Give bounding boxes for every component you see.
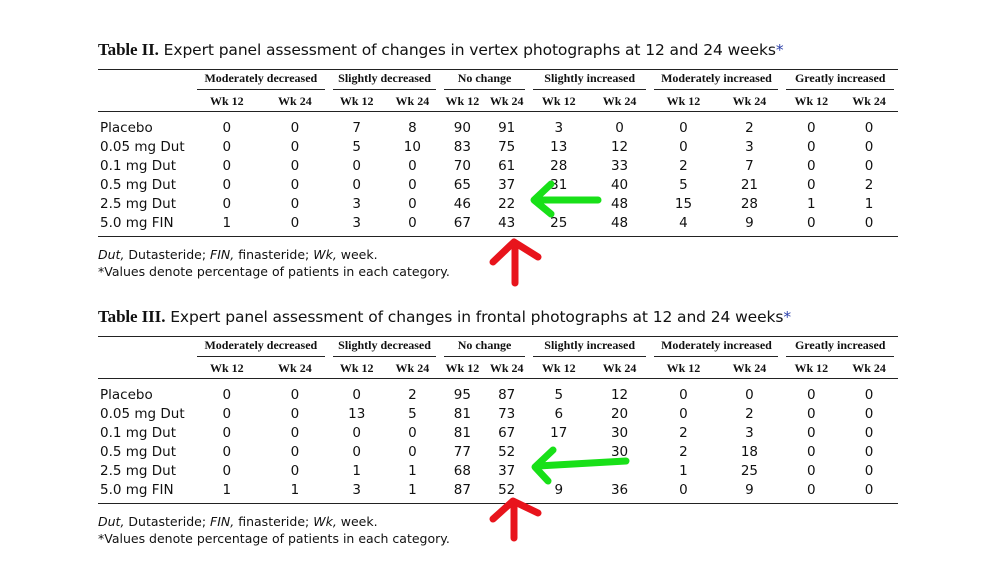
table-cell: 3 (352, 195, 362, 212)
table-cell: 3 (745, 424, 754, 441)
week-header: Wk 12 (193, 358, 261, 379)
abbreviation-segment: Dutasteride; (124, 247, 211, 262)
abbreviation-segment: week. (336, 247, 378, 262)
table-cell: 3 (329, 213, 385, 237)
week-header: Wk 24 (385, 358, 441, 379)
table-cell: 3 (554, 119, 564, 136)
table-cell: 0 (864, 157, 874, 174)
table-cell: 0 (222, 462, 232, 479)
week-header: Wk 12 (782, 91, 840, 112)
table-cell: 36 (589, 480, 651, 504)
table-caption (98, 40, 898, 60)
table-cell: 0 (290, 424, 300, 441)
row-label: 0.1 mg Dut (100, 424, 177, 441)
table-cell: 9 (716, 480, 782, 504)
table-cell: 17 (550, 424, 568, 441)
table-cell: 0 (864, 462, 874, 479)
subheader-row (98, 91, 898, 112)
week-header: Wk 24 (485, 91, 529, 112)
table-cell: 0 (290, 138, 300, 155)
row-label: 0.05 mg Dut (100, 405, 185, 422)
week-header: Wk 24 (261, 358, 329, 379)
table-cell: 0 (679, 138, 688, 155)
table-cell: 13 (550, 138, 568, 155)
table-cell: 1 (193, 480, 261, 504)
corner-cell (98, 70, 193, 92)
table-ii (98, 40, 898, 280)
group-header-label: Slightly increased (533, 71, 647, 90)
row-label: 0.5 mg Dut (100, 443, 177, 460)
row-label: 0.05 mg Dut (100, 138, 185, 155)
table-cell: 2 (745, 405, 754, 422)
table-number: Table II. (98, 40, 159, 59)
table-cell: 81 (453, 424, 471, 441)
table-cell: 0 (864, 138, 874, 155)
table-cell: 5 (554, 386, 564, 403)
data-table (98, 336, 898, 504)
table-cell: 75 (498, 138, 516, 155)
table-cell: 52 (498, 443, 516, 460)
table-row (98, 404, 898, 423)
row-label: Placebo (100, 386, 153, 403)
table-cell: 25 (529, 213, 589, 237)
week-header: Wk 12 (782, 358, 840, 379)
table-cell: 81 (453, 405, 471, 422)
table-cell: 12 (610, 386, 629, 403)
group-header-row (98, 70, 898, 92)
table-cell: 18 (740, 443, 759, 460)
group-header (329, 70, 440, 92)
table-cell: 0 (864, 119, 874, 136)
table-cell: 48 (610, 195, 629, 212)
table-cell: 9 (716, 213, 782, 237)
week-header: Wk 24 (485, 358, 529, 379)
table-cell: 0 (840, 480, 898, 504)
table-cell: 9 (529, 480, 589, 504)
table-cell: 0 (290, 462, 300, 479)
table-cell: 30 (610, 424, 629, 441)
table-row (98, 461, 898, 480)
table-row (98, 442, 898, 461)
table-cell: 61 (498, 157, 516, 174)
table-cell: 0 (806, 176, 816, 193)
table-cell: 0 (290, 157, 300, 174)
table-cell: 0 (261, 213, 329, 237)
table-cell: 0 (222, 176, 232, 193)
table-title: Expert panel assessment of changes in vertex photographs at 12 and 24 weeks (163, 41, 776, 59)
table-row (98, 156, 898, 175)
table-cell: 67 (440, 213, 484, 237)
table-cell: 28 (550, 157, 568, 174)
table-cell: 1 (408, 462, 417, 479)
week-header: Wk 12 (440, 91, 484, 112)
table-footnotes (98, 513, 898, 547)
week-header: Wk 12 (650, 91, 716, 112)
table-cell: 0 (222, 405, 232, 422)
table-cell: 68 (453, 462, 471, 479)
table-row (98, 213, 898, 237)
group-header-label: No change (444, 71, 525, 90)
values-note: *Values denote percentage of patients in each category. (98, 264, 450, 279)
table-cell: 87 (440, 480, 484, 504)
table-row (98, 379, 898, 405)
table-cell: 0 (864, 386, 874, 403)
week-header: Wk 12 (329, 91, 385, 112)
table-cell: 0 (806, 157, 816, 174)
table-cell: 1 (352, 462, 362, 479)
group-header-label: No change (444, 338, 525, 357)
row-label: 0.1 mg Dut (100, 157, 177, 174)
abbreviation-segment: FIN, (210, 514, 235, 529)
table-cell: 0 (290, 119, 300, 136)
group-header-label: Greatly increased (786, 338, 894, 357)
row-label: Placebo (100, 119, 153, 136)
table-cell: 90 (453, 119, 471, 136)
week-header: Wk 24 (716, 91, 782, 112)
table-cell: 20 (610, 405, 629, 422)
table-cell: 5 (679, 176, 688, 193)
table-cell: 8 (408, 119, 417, 136)
table-cell: 48 (589, 213, 651, 237)
week-header: Wk 12 (193, 91, 261, 112)
table-cell: 0 (806, 424, 816, 441)
table-cell: 46 (453, 195, 471, 212)
table-cell: 0 (782, 213, 840, 237)
table-cell: 0 (408, 195, 417, 212)
table-cell (529, 442, 589, 461)
values-note: *Values denote percentage of patients in each category. (98, 531, 450, 546)
table-cell: 37 (498, 462, 516, 479)
abbreviation-segment: FIN, (210, 247, 235, 262)
week-header: Wk 24 (385, 91, 441, 112)
subheader-row (98, 358, 898, 379)
table-cell: 1 (864, 195, 874, 212)
row-label: 2.5 mg Dut (100, 195, 177, 212)
table-cell: 2 (864, 176, 874, 193)
table-cell: 1 (385, 480, 441, 504)
table-row (98, 480, 898, 504)
table-footnotes (98, 246, 898, 280)
table-cell: 7 (352, 119, 362, 136)
group-header (650, 337, 782, 359)
table-cell: 28 (740, 195, 759, 212)
week-header: Wk 12 (529, 358, 589, 379)
table-cell: 43 (485, 213, 529, 237)
group-header-label: Slightly decreased (333, 71, 436, 90)
table-cell: 0 (352, 157, 362, 174)
week-header: Wk 24 (589, 358, 651, 379)
data-table (98, 69, 898, 237)
table-cell: 2 (745, 119, 754, 136)
corner-cell (98, 337, 193, 359)
table-cell: 83 (453, 138, 471, 155)
group-header (529, 70, 651, 92)
table-cell: 15 (674, 195, 693, 212)
table-cell: 0 (679, 119, 688, 136)
table-cell (529, 194, 589, 213)
table-cell: 13 (348, 405, 366, 422)
group-header-label: Moderately increased (654, 71, 778, 90)
row-label: 5.0 mg FIN (98, 213, 193, 237)
table-cell: 0 (352, 386, 362, 403)
table-caption (98, 307, 898, 327)
table-cell: 2 (679, 443, 688, 460)
table-cell: 70 (453, 157, 471, 174)
table-cell: 0 (222, 424, 232, 441)
table-cell: 0 (615, 119, 624, 136)
footnote-marker: * (783, 308, 792, 326)
table-title: Expert panel assessment of changes in frontal photographs at 12 and 24 weeks (170, 308, 784, 326)
group-header-label: Moderately decreased (197, 71, 325, 90)
table-cell: 0 (352, 176, 362, 193)
week-header: Wk 24 (261, 91, 329, 112)
corner-cell (98, 358, 193, 379)
group-header (329, 337, 440, 359)
group-header-label: Slightly increased (533, 338, 647, 357)
table-cell: 0 (290, 195, 300, 212)
table-row (98, 137, 898, 156)
table-cell: 95 (453, 386, 471, 403)
abbreviation-segment: Dut, (98, 247, 125, 262)
table-cell: 0 (650, 480, 716, 504)
table-cell: 0 (745, 386, 754, 403)
corner-cell (98, 91, 193, 112)
table-cell: 0 (222, 119, 232, 136)
table-cell: 0 (222, 157, 232, 174)
table-cell: 73 (498, 405, 516, 422)
table-cell: 10 (403, 138, 421, 155)
table-cell: 0 (806, 443, 816, 460)
table-cell: 7 (745, 157, 754, 174)
abbreviation-segment: finasteride; (234, 247, 314, 262)
table-cell: 52 (485, 480, 529, 504)
table-cell: 0 (679, 386, 688, 403)
table-row (98, 175, 898, 194)
abbreviation-segment: Wk, (313, 247, 337, 262)
table-cell: 2 (408, 386, 417, 403)
group-header (193, 70, 329, 92)
table-cell: 4 (650, 213, 716, 237)
row-label: 5.0 mg FIN (98, 480, 193, 504)
table-cell: 0 (222, 195, 232, 212)
table-cell: 1 (806, 195, 816, 212)
table-cell: 6 (554, 405, 564, 422)
table-cell: 87 (498, 386, 516, 403)
group-header (440, 70, 529, 92)
table-cell: 3 (329, 480, 385, 504)
table-cell: 0 (864, 424, 874, 441)
abbreviation-segment: Dutasteride; (124, 514, 211, 529)
table-cell: 0 (290, 405, 300, 422)
group-header (782, 337, 898, 359)
table-cell: 40 (610, 176, 629, 193)
table-cell: 5 (408, 405, 417, 422)
abbreviation-segment: Wk, (313, 514, 337, 529)
table-cell: 0 (840, 213, 898, 237)
abbreviation-segment: Dut, (98, 514, 125, 529)
group-header-label: Greatly increased (786, 71, 894, 90)
table-cell: 0 (408, 424, 417, 441)
group-header-label: Slightly decreased (333, 338, 436, 357)
table-cell: 0 (290, 176, 300, 193)
table-cell: 0 (385, 213, 441, 237)
table-cell: 22 (498, 195, 516, 212)
row-label: 2.5 mg Dut (100, 462, 177, 479)
footnote-marker: * (775, 41, 784, 59)
table-cell (589, 461, 651, 480)
table-cell: 0 (806, 405, 816, 422)
table-cell: 0 (806, 462, 816, 479)
table-cell: 0 (806, 119, 816, 136)
table-row (98, 423, 898, 442)
group-header-label: Moderately decreased (197, 338, 325, 357)
table-cell: 25 (740, 462, 759, 479)
table-cell: 0 (222, 138, 232, 155)
table-cell: 0 (290, 443, 300, 460)
table-cell: 0 (806, 138, 816, 155)
table-cell: 0 (864, 443, 874, 460)
table-number: Table III. (98, 307, 166, 326)
table-cell: 77 (453, 443, 471, 460)
table-row (98, 112, 898, 138)
table-cell: 1 (193, 213, 261, 237)
table-cell: 30 (610, 443, 629, 460)
group-header (529, 337, 651, 359)
table-cell: 37 (498, 176, 516, 193)
table-cell: 91 (498, 119, 516, 136)
table-cell: 5 (352, 138, 362, 155)
table-cell: 3 (745, 138, 754, 155)
week-header: Wk 12 (440, 358, 484, 379)
table-cell: 0 (222, 443, 232, 460)
table-cell: 31 (550, 176, 568, 193)
table-cell: 67 (498, 424, 516, 441)
table-iii (98, 307, 898, 547)
table-cell: 0 (222, 386, 232, 403)
week-header: Wk 24 (840, 91, 898, 112)
week-header: Wk 24 (589, 91, 651, 112)
table-cell: 12 (610, 138, 629, 155)
table-cell: 1 (261, 480, 329, 504)
table-cell: 0 (352, 443, 362, 460)
table-cell: 1 (679, 462, 688, 479)
week-header: Wk 24 (840, 358, 898, 379)
abbreviation-segment: finasteride; (234, 514, 314, 529)
group-header (782, 70, 898, 92)
week-header: Wk 12 (529, 91, 589, 112)
table-cell: 0 (408, 157, 417, 174)
row-label: 0.5 mg Dut (100, 176, 177, 193)
group-header (193, 337, 329, 359)
table-cell: 65 (453, 176, 471, 193)
table-cell: 0 (352, 424, 362, 441)
table-cell: 0 (408, 176, 417, 193)
table-cell: 21 (740, 176, 759, 193)
week-header: Wk 12 (650, 358, 716, 379)
table-cell: 0 (806, 386, 816, 403)
table-cell: 2 (679, 424, 688, 441)
group-header-label: Moderately increased (654, 338, 778, 357)
group-header (650, 70, 782, 92)
table-cell: 0 (864, 405, 874, 422)
week-header: Wk 24 (716, 358, 782, 379)
table-row (98, 194, 898, 213)
group-header (440, 337, 529, 359)
table-cell: 2 (679, 157, 688, 174)
group-header-row (98, 337, 898, 359)
table-cell: 0 (679, 405, 688, 422)
table-cell (529, 461, 589, 480)
abbreviation-note (98, 513, 898, 530)
table-cell: 0 (290, 386, 300, 403)
table-cell: 0 (408, 443, 417, 460)
week-header: Wk 12 (329, 358, 385, 379)
abbreviation-segment: week. (336, 514, 378, 529)
table-cell: 0 (782, 480, 840, 504)
abbreviation-note (98, 246, 898, 263)
table-cell: 33 (610, 157, 629, 174)
